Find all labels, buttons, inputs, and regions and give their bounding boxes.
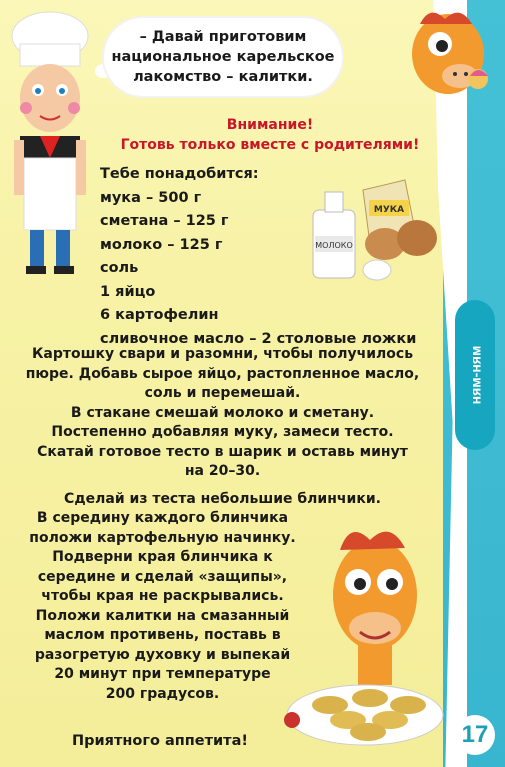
ingredients-heading: Тебе понадобится: bbox=[100, 166, 259, 182]
ingredient-item: 6 картофелин bbox=[100, 307, 219, 323]
instruction-line: положи картофельную начинку. bbox=[29, 529, 296, 546]
warning-block bbox=[90, 115, 450, 155]
ingredients-illustration bbox=[305, 170, 445, 285]
horse-head-illustration bbox=[400, 4, 500, 104]
instruction-line: Сделай из теста небольшие блинчики. bbox=[64, 490, 381, 507]
speech-bubble bbox=[104, 18, 342, 96]
closing-text: Приятного аппетита! bbox=[72, 733, 248, 749]
side-tab-label: ням-ням bbox=[467, 345, 483, 405]
warning-text: Готовь только вместе с родителями! bbox=[120, 137, 420, 153]
speech-line: национальное карельское bbox=[111, 49, 335, 65]
flour-label: МУКА bbox=[373, 205, 405, 215]
speech-line: лакомство – калитки. bbox=[133, 69, 313, 85]
ingredient-item: мука – 500 г bbox=[100, 189, 202, 206]
instruction-line: на 20–30. bbox=[184, 463, 261, 479]
instruction-line: Постепенно добавляя муку, замеси тесто. bbox=[51, 424, 394, 440]
instruction-line: маслом противень, поставь в bbox=[44, 627, 281, 643]
speech-line: – Давай приготовим bbox=[139, 29, 307, 45]
ingredient-item: сметана – 125 г bbox=[100, 213, 229, 229]
instruction-line: В середину каждого блинчика bbox=[36, 510, 289, 526]
warning-title: Внимание! bbox=[226, 117, 314, 133]
page-number: 17 bbox=[455, 715, 495, 755]
ingredient-item: молоко – 125 г bbox=[100, 236, 223, 253]
instruction-line: В стакане смешай молоко и сметану. bbox=[70, 404, 375, 421]
milk-label: МОЛОКО bbox=[315, 241, 353, 250]
instruction-line: чтобы края не раскрывались. bbox=[41, 588, 284, 604]
side-tab bbox=[455, 300, 495, 450]
ingredient-item: 1 яйцо bbox=[100, 283, 156, 300]
horse-with-pies-illustration bbox=[280, 520, 450, 760]
instruction-line: разогретую духовку и выпекай bbox=[34, 646, 291, 663]
instruction-line: Подверни края блинчика к bbox=[52, 549, 273, 565]
instruction-line: середине и сделай «защипы», bbox=[37, 568, 288, 585]
instruction-line: пюре. Добавь сырое яйцо, растопленное масло, bbox=[25, 365, 420, 382]
ingredient-item: соль bbox=[100, 260, 139, 276]
instruction-line: соль и перемешай. bbox=[144, 385, 301, 401]
ingredient-item: сливочное масло – 2 столовые ложки bbox=[100, 330, 417, 347]
instruction-line: Скатай готовое тесто в шарик и оставь минут bbox=[37, 443, 408, 460]
instruction-line: Положи калитки на смазанный bbox=[35, 607, 290, 624]
instruction-line: Картошку свари и разомни, чтобы получилось bbox=[31, 346, 414, 362]
instruction-line: 20 минут при температуре bbox=[54, 666, 271, 682]
chef-illustration bbox=[0, 8, 100, 278]
instruction-line: 200 градусов. bbox=[105, 685, 220, 702]
